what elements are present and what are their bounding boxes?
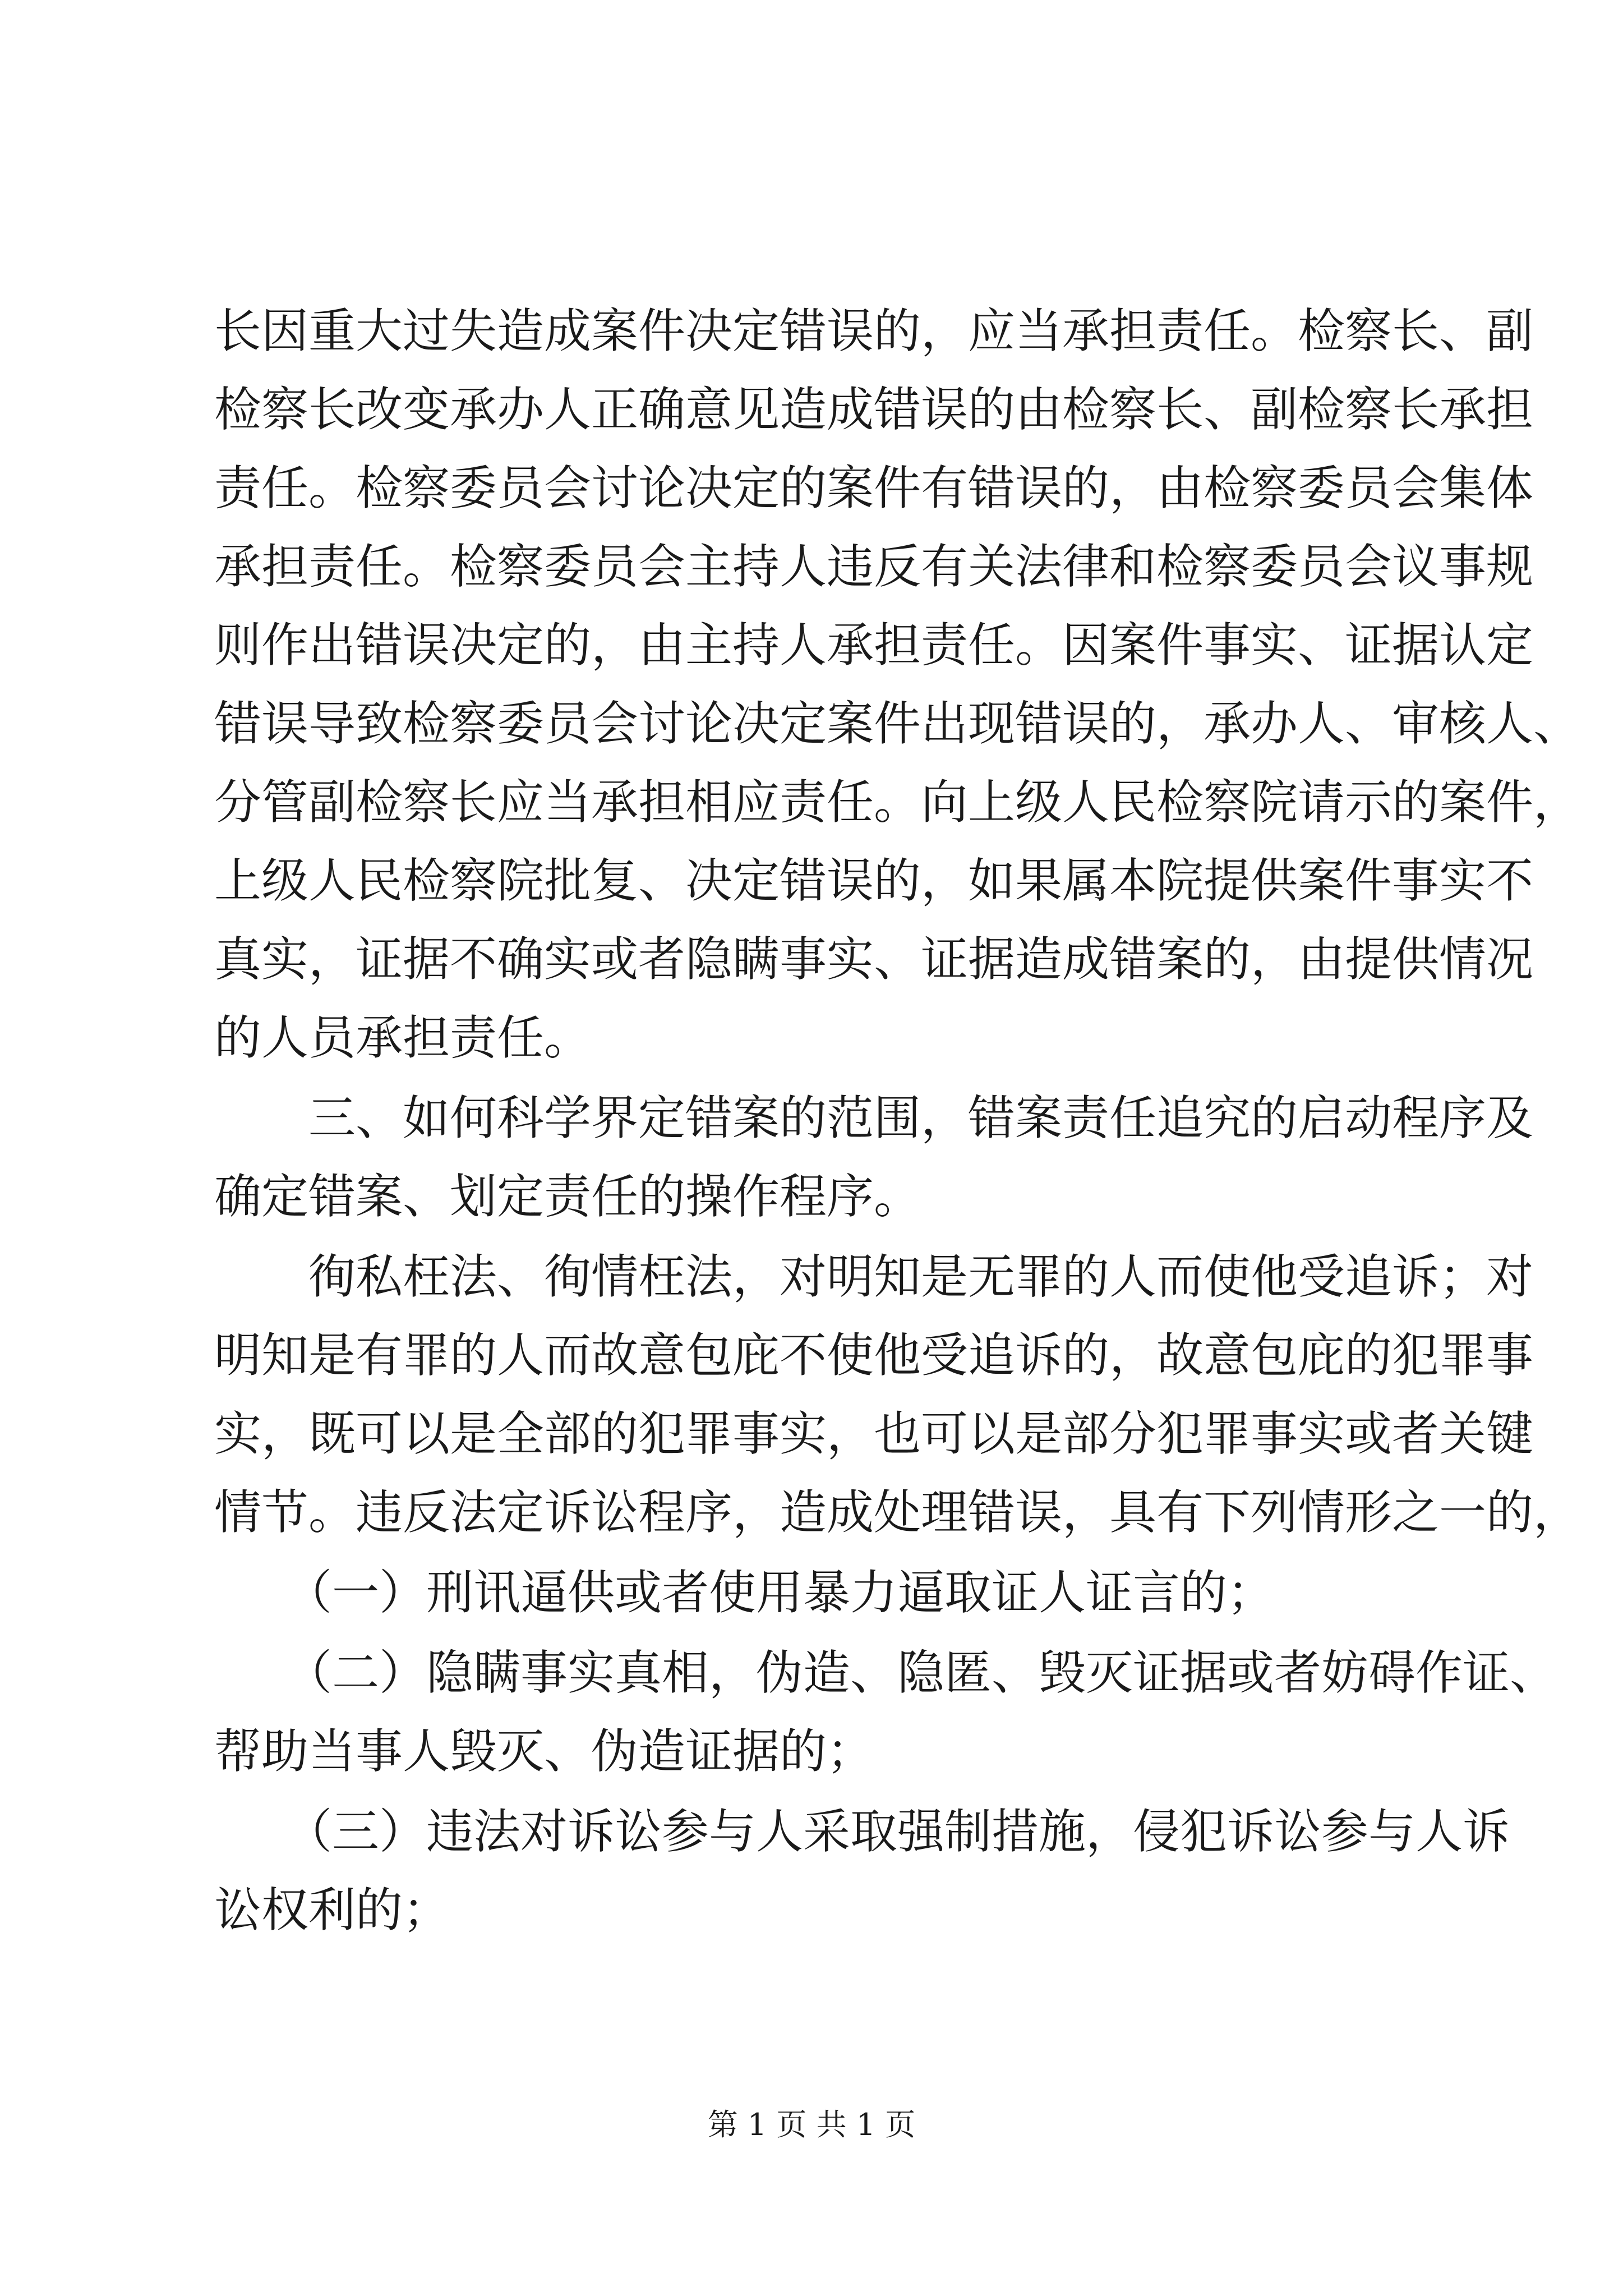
text-line-14: 明知是有罪的人而故意包庇不使他受追诉的，故意包庇的犯罪事 — [214, 1328, 1534, 1383]
text-line-8: 上级人民检察院批复、决定错误的，如果属本院提供案件事实不 — [214, 853, 1534, 908]
text-line-13: 徇私枉法、徇情枉法，对明知是无罪的人而使他受追诉；对 — [214, 1249, 1534, 1304]
list-item-3-line-2: 讼权利的； — [214, 1883, 450, 1938]
text-line-16: 情节。违反法定诉讼程序，造成处理错误，具有下列情形之一的， — [214, 1485, 1581, 1540]
text-line-4: 承担责任。检察委员会主持人违反有关法律和检察委员会议事规 — [214, 539, 1534, 594]
section-heading-line-2: 确定错案、划定责任的操作程序。 — [214, 1169, 921, 1224]
text-line-3: 责任。检察委员会讨论决定的案件有错误的，由检察委员会集体 — [214, 461, 1534, 516]
text-line-2: 检察长改变承办人正确意见造成错误的由检察长、副检察长承担 — [214, 382, 1534, 437]
text-line-9: 真实，证据不确实或者隐瞒事实、证据造成错案的，由提供情况 — [214, 932, 1534, 987]
list-item-1: （一）刑讯逼供或者使用暴力逼取证人证言的； — [214, 1565, 1275, 1620]
text-line-5: 则作出错误决定的，由主持人承担责任。因案件事实、证据认定 — [214, 618, 1534, 673]
list-item-2-line-2: 帮助当事人毁灭、伪造证据的； — [214, 1724, 874, 1779]
page-number-footer: 第 1 页 共 1 页 — [707, 2107, 916, 2142]
text-line-15: 实，既可以是全部的犯罪事实，也可以是部分犯罪事实或者关键 — [214, 1406, 1534, 1461]
document-body — [214, 292, 1581, 1949]
text-line-7: 分管副检察长应当承担相应责任。向上级人民检察院请示的案件， — [214, 775, 1581, 830]
text-line-6: 错误导致检察委员会讨论决定案件出现错误的，承办人、审核人、 — [214, 696, 1581, 751]
text-line-1: 长因重大过失造成案件决定错误的，应当承担责任。检察长、副 — [214, 303, 1534, 358]
list-item-2-line-1: （二）隐瞒事实真相，伪造、隐匿、毁灭证据或者妨碍作证、 — [214, 1645, 1557, 1700]
text-line-10: 的人员承担责任。 — [214, 1010, 592, 1065]
list-item-3-line-1: （三）违法对诉讼参与人采取强制措施，侵犯诉讼参与人诉 — [214, 1804, 1510, 1859]
section-heading-line-1: 三、如何科学界定错案的范围，错案责任追究的启动程序及 — [214, 1091, 1534, 1145]
